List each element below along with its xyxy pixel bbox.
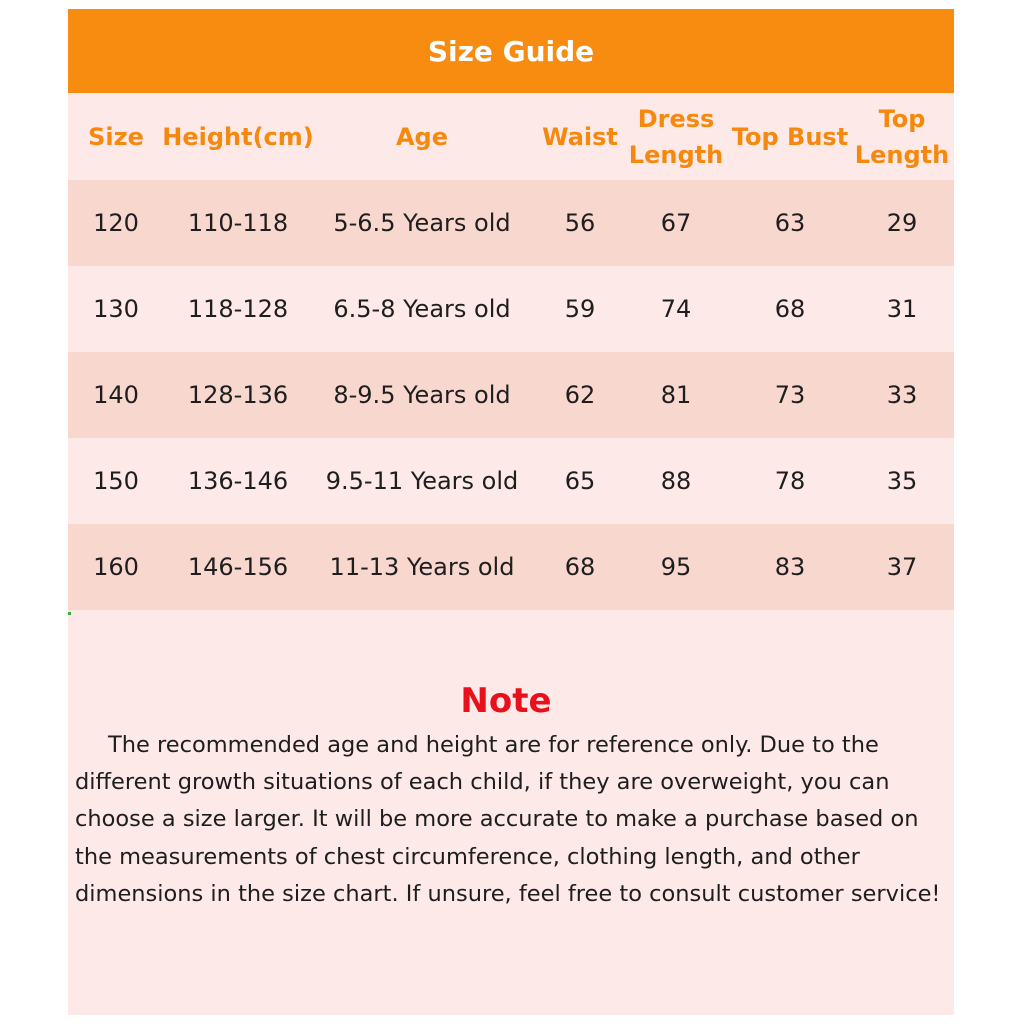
cell-age: 11-13 Years old	[329, 553, 515, 581]
header-size: Size	[88, 122, 144, 151]
note-title: Note	[460, 681, 552, 721]
cell-size: 140	[93, 381, 139, 409]
cell-height: 128-136	[187, 381, 289, 409]
table-header-row	[68, 93, 954, 180]
cell-dress-length: 88	[660, 467, 692, 495]
cell-dress-length: 81	[660, 381, 692, 409]
cell-size: 150	[93, 467, 139, 495]
cell-height: 146-156	[187, 553, 289, 581]
page-title: Size Guide	[427, 34, 595, 68]
table-row	[68, 524, 954, 610]
table-row	[68, 352, 954, 438]
cell-waist: 59	[564, 295, 596, 323]
cell-top-bust: 63	[774, 209, 806, 237]
cell-age: 6.5-8 Years old	[333, 295, 511, 323]
cell-dress-length: 67	[660, 209, 692, 237]
cell-top-length: 31	[886, 295, 918, 323]
cell-age: 8-9.5 Years old	[333, 381, 511, 409]
table-row	[68, 180, 954, 266]
title-bar	[68, 9, 954, 93]
header-dress-length: Dress Length	[628, 104, 724, 169]
table-row	[68, 438, 954, 524]
size-guide-sheet	[68, 9, 954, 1015]
cell-top-bust: 68	[774, 295, 806, 323]
cell-height: 136-146	[187, 467, 289, 495]
header-top-length: Top Length	[854, 104, 950, 169]
cell-top-length: 37	[886, 553, 918, 581]
cell-top-length: 35	[886, 467, 918, 495]
cell-top-bust: 73	[774, 381, 806, 409]
header-age: Age	[395, 122, 449, 151]
cell-waist: 68	[564, 553, 596, 581]
cell-waist: 65	[564, 467, 596, 495]
cell-size: 130	[93, 295, 139, 323]
table-body	[68, 180, 954, 610]
cell-age: 5-6.5 Years old	[333, 209, 511, 237]
note-text: The recommended age and height are for reference only. Due to the different growth situations of each child, if they are overweight, you can choose a size larger. It will be more accurate to make a purchase based on the measurements of chest circumference, clothing length, and other dimensions in the size chart. If unsure, feel free to consult customer service!	[75, 732, 941, 907]
cell-dress-length: 95	[660, 553, 692, 581]
cell-height: 110-118	[187, 209, 289, 237]
cell-top-bust: 78	[774, 467, 806, 495]
header-height: Height(cm)	[162, 122, 314, 151]
cell-waist: 56	[564, 209, 596, 237]
cell-top-length: 33	[886, 381, 918, 409]
header-waist: Waist	[542, 122, 618, 151]
cell-size: 160	[93, 553, 139, 581]
header-top-bust: Top Bust	[731, 122, 849, 151]
cell-size: 120	[93, 209, 139, 237]
decorative-dot	[68, 612, 71, 615]
cell-height: 118-128	[187, 295, 289, 323]
cell-top-length: 29	[886, 209, 918, 237]
cell-age: 9.5-11 Years old	[325, 467, 519, 495]
cell-waist: 62	[564, 381, 596, 409]
cell-top-bust: 83	[774, 553, 806, 581]
cell-dress-length: 74	[660, 295, 692, 323]
table-row	[68, 266, 954, 352]
